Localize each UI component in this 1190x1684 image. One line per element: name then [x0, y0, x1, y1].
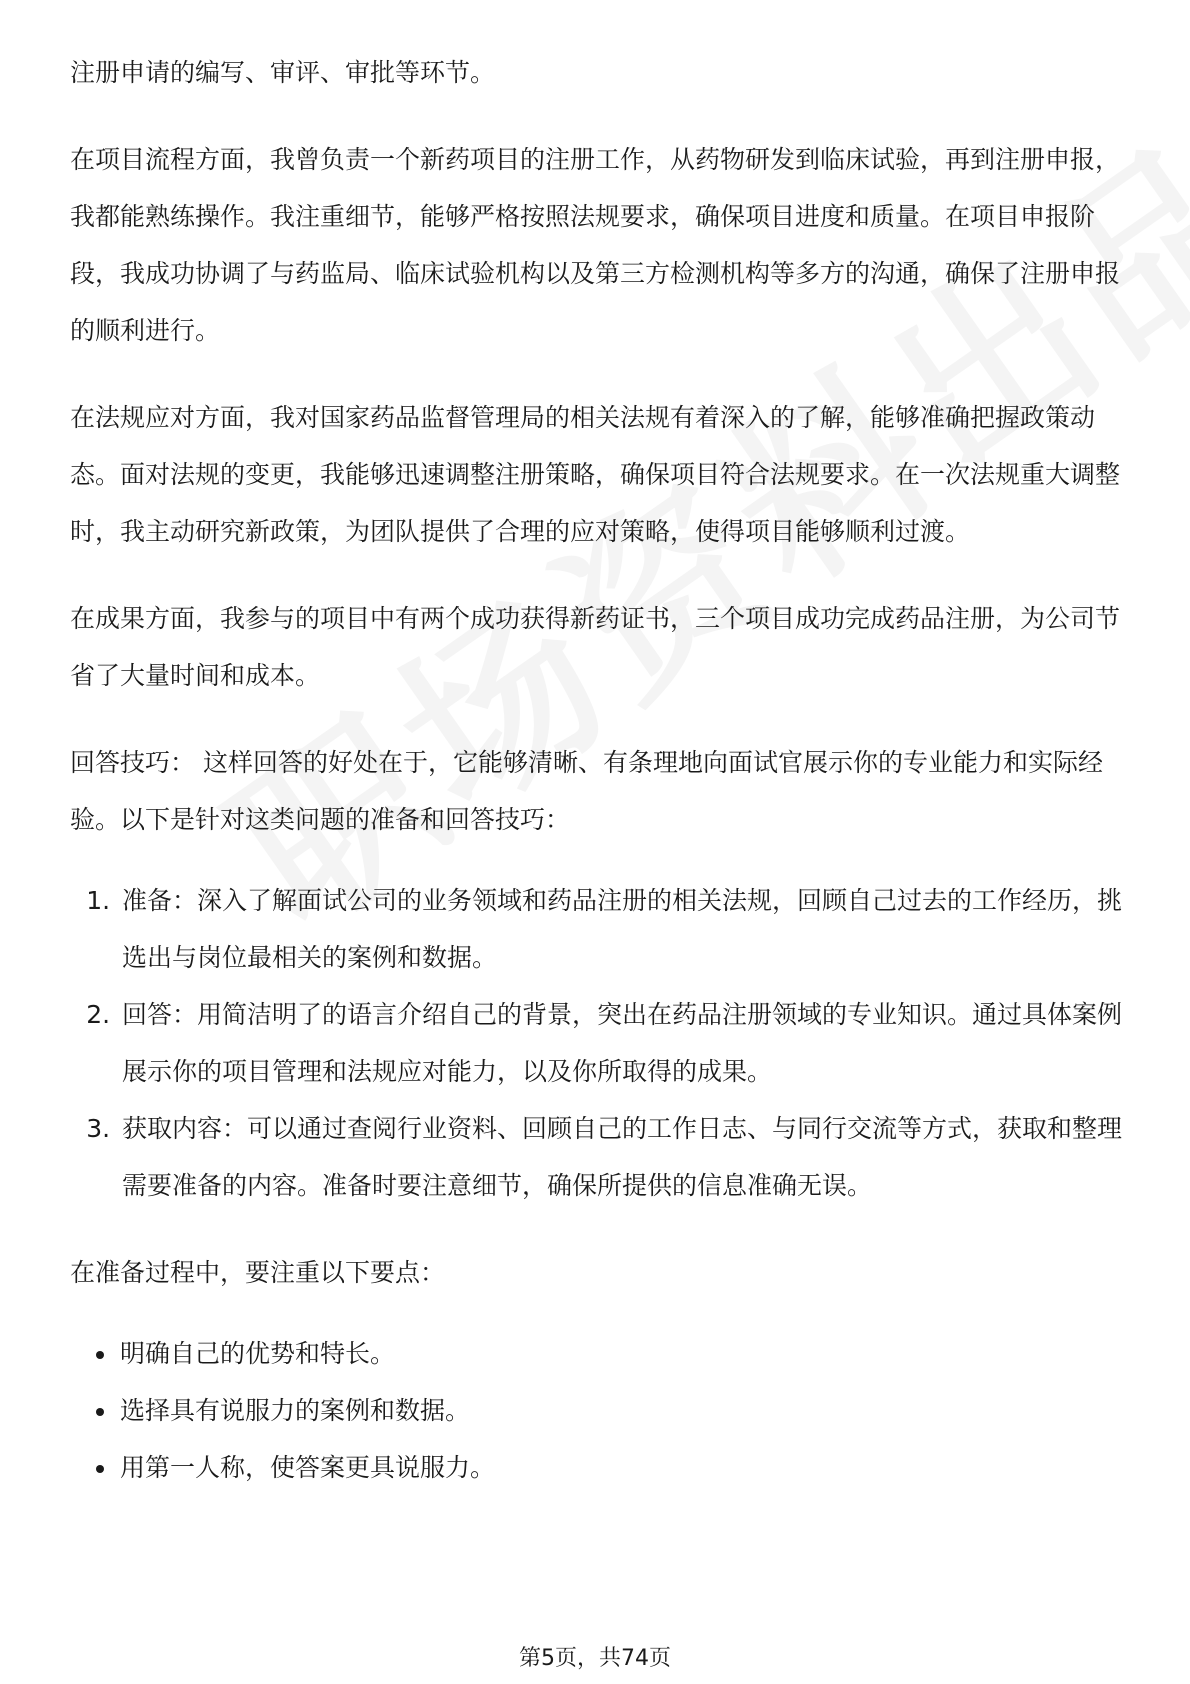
paragraph-answer-tips: 回答技巧： 这样回答的好处在于，它能够清晰、有条理地向面试官展示你的专业能力和实际经验。以下是针对这类问题的准备和回答技巧：	[70, 748, 1103, 834]
tips-list	[70, 872, 1130, 1214]
list-item: 1. 准备：深入了解面试公司的业务领域和药品注册的相关法规，回顾自己过去的工作经历，挑选出与岗位最相关的案例和数据。	[118, 872, 1130, 986]
paragraph-project-process: 在项目流程方面，我曾负责一个新药项目的注册工作，从药物研发到临床试验，再到注册申报，我都能熟练操作。我注重细节，能够严格按照法规要求，确保项目进度和质量。在项目申报阶段，我成功协调了与药监局、临床试验机构以及第三方检测机构等多方的沟通，确保了注册申报的顺利进行。	[70, 145, 1121, 345]
paragraph-achievements: 在成果方面，我参与的项目中有两个成功获得新药证书，三个项目成功完成药品注册，为公司节省了大量时间和成本。	[70, 604, 1121, 690]
paragraph-regulation: 在法规应对方面，我对国家药品监督管理局的相关法规有着深入的了解，能够准确把握政策动态。面对法规的变更，我能够迅速调整注册策略，确保项目符合法规要求。在一次法规重大调整时，我主动研究新政策，为团队提供了合理的应对策略，使得项目能够顺利过渡。	[70, 403, 1121, 546]
paragraph-continuation: 注册申请的编写、审评、审批等环节。	[70, 58, 496, 87]
list-item: • 选择具有说服力的案例和数据。	[118, 1382, 1130, 1439]
list-item: • 明确自己的优势和特长。	[118, 1325, 1130, 1382]
paragraph-prep-intro: 在准备过程中，要注重以下要点：	[70, 1258, 446, 1287]
page-content	[70, 44, 1130, 1496]
page-number: 第5页，共74页	[519, 1646, 671, 1671]
list-item: 3. 获取内容：可以通过查阅行业资料、回顾自己的工作日志、与同行交流等方式，获取和整理需要准备的内容。准备时要注意细节，确保所提供的信息准确无误。	[118, 1100, 1130, 1214]
list-item: 2. 回答：用简洁明了的语言介绍自己的背景，突出在药品注册领域的专业知识。通过具体案例展示你的项目管理和法规应对能力，以及你所取得的成果。	[118, 986, 1130, 1100]
points-list	[70, 1325, 1130, 1496]
list-item: • 用第一人称，使答案更具说服力。	[118, 1439, 1130, 1496]
